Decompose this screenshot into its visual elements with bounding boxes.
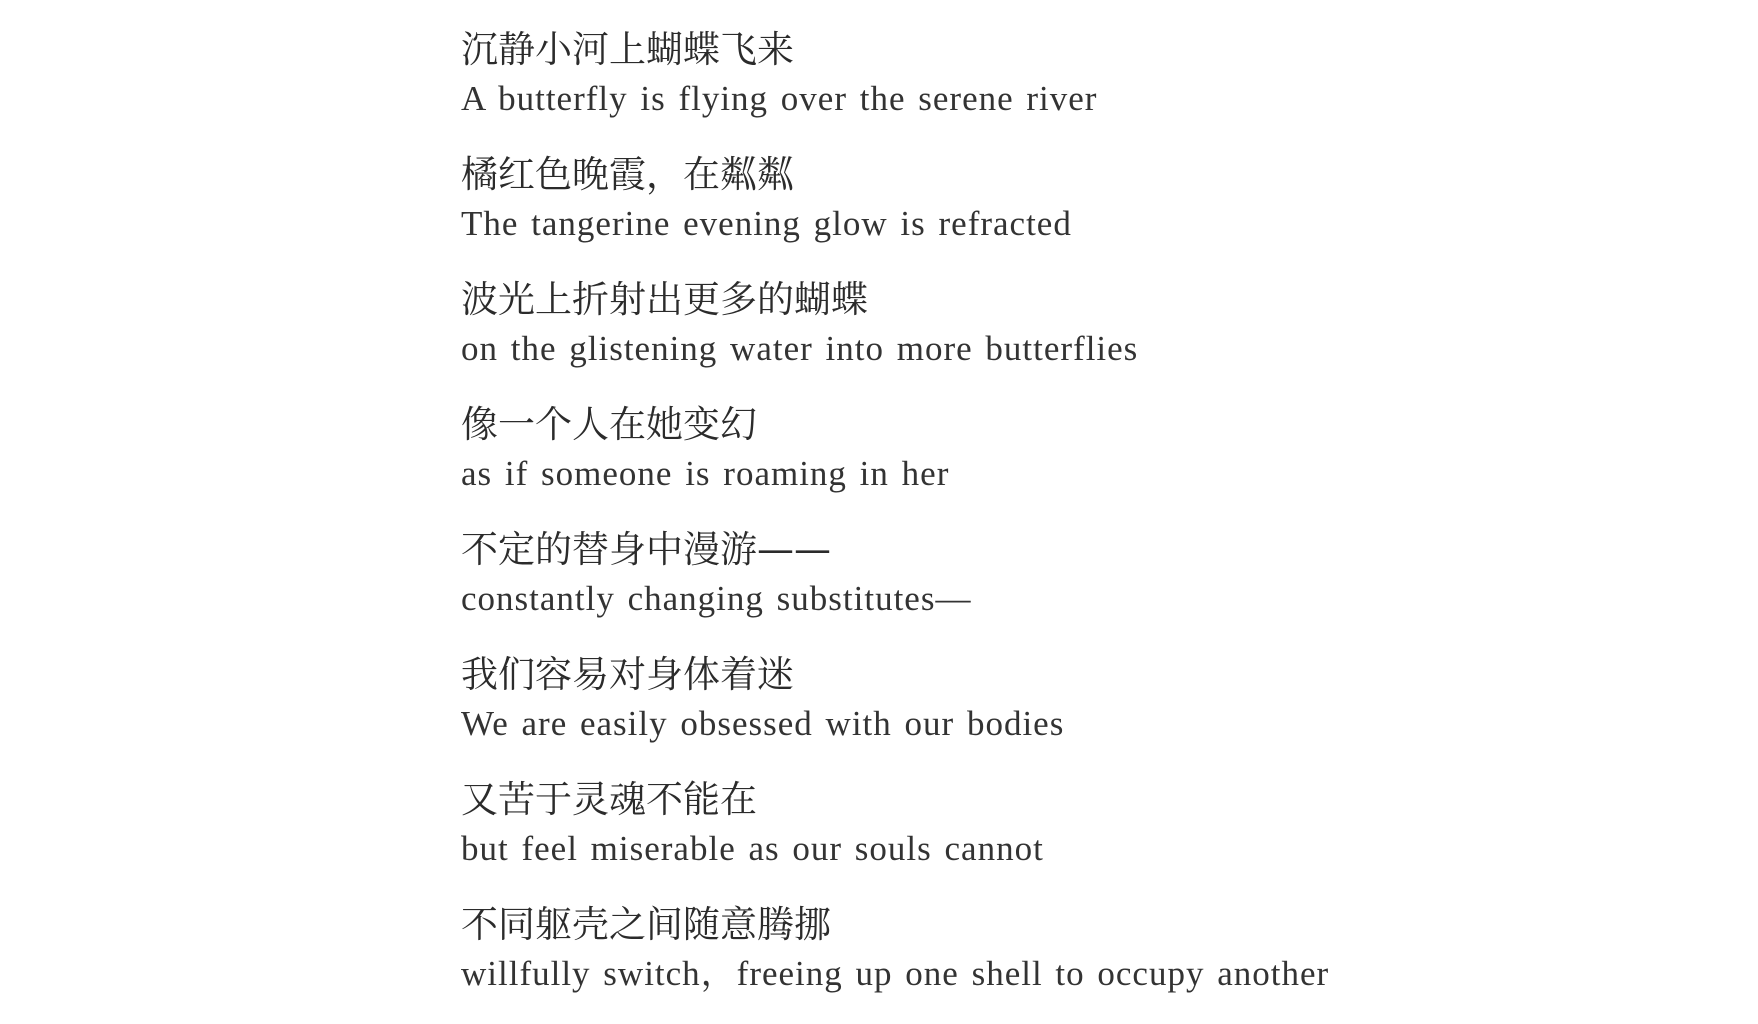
poem-couplet-2 bbox=[461, 149, 1661, 274]
chinese-line-2: 橘红色晚霞，在粼粼 bbox=[461, 153, 794, 196]
chinese-line-7: 又苦于灵魂不能在 bbox=[461, 778, 757, 821]
english-line-5: constantly changing substitutes— bbox=[461, 579, 972, 618]
english-line-7: but feel miserable as our souls cannot bbox=[461, 829, 1044, 868]
poem-couplet-3 bbox=[461, 274, 1661, 399]
chinese-line-5: 不定的替身中漫游—— bbox=[461, 528, 831, 571]
bilingual-poem bbox=[461, 24, 1661, 1024]
english-line-4: as if someone is roaming in her bbox=[461, 454, 950, 493]
poem-couplet-7 bbox=[461, 774, 1661, 899]
poem-couplet-8 bbox=[461, 899, 1661, 1024]
english-line-6: We are easily obsessed with our bodies bbox=[461, 704, 1065, 743]
poem-couplet-4 bbox=[461, 399, 1661, 524]
chinese-line-1: 沉静小河上蝴蝶飞来 bbox=[461, 28, 794, 71]
poem-couplet-1 bbox=[461, 24, 1661, 149]
english-line-3: on the glistening water into more butterflies bbox=[461, 329, 1139, 368]
poem-couplet-5 bbox=[461, 524, 1661, 649]
chinese-line-8: 不同躯壳之间随意腾挪 bbox=[461, 903, 831, 946]
poem-couplet-6 bbox=[461, 649, 1661, 774]
english-line-2: The tangerine evening glow is refracted bbox=[461, 204, 1072, 243]
chinese-line-4: 像一个人在她变幻 bbox=[461, 403, 757, 446]
english-line-1: A butterfly is flying over the serene river bbox=[461, 79, 1098, 118]
chinese-line-3: 波光上折射出更多的蝴蝶 bbox=[461, 278, 868, 321]
chinese-line-6: 我们容易对身体着迷 bbox=[461, 653, 794, 696]
english-line-8: willfully switch，freeing up one shell to occupy another bbox=[461, 954, 1330, 993]
